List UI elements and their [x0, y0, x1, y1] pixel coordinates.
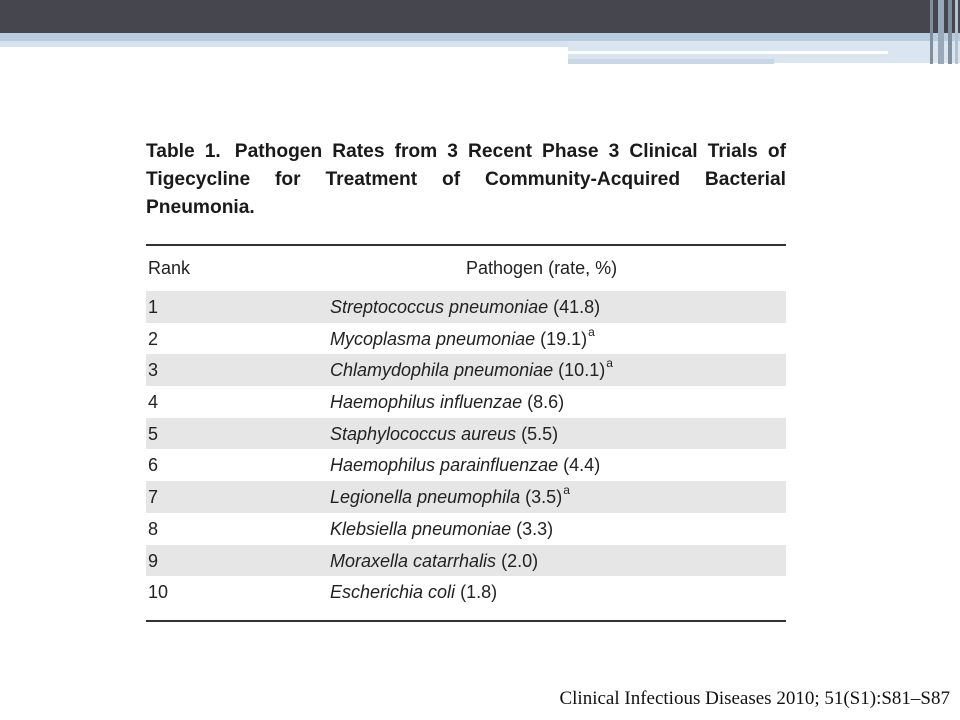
column-header-rank: Rank	[148, 258, 191, 278]
pathogen-name: Moraxella catarrhalis	[330, 550, 497, 571]
table-header-row	[146, 248, 786, 290]
table-caption: Pathogen Rates from 3 Recent Phase 3 Clinical Trials of Tigecycline for Treatment of Community-Acquired Bacterial Pneumonia.	[146, 141, 786, 218]
pathogen-cell	[330, 324, 595, 350]
table-top-rule	[146, 244, 786, 246]
rank-cell: 1	[148, 297, 159, 317]
pathogen-rate: (2.0)	[501, 550, 539, 571]
pathogen-rate: (5.5)	[521, 423, 559, 444]
pathogen-cell	[330, 392, 564, 413]
table-row	[146, 545, 786, 577]
column-header-pathogen: Pathogen (rate, %)	[466, 258, 618, 278]
pathogen-rate: (4.4)	[563, 455, 601, 476]
table-row	[146, 513, 786, 545]
slide-header-accent	[955, 0, 958, 64]
slide-header-bar	[0, 0, 960, 33]
pathogen-name: Mycoplasma pneumoniae	[330, 328, 536, 349]
table-row	[146, 354, 786, 386]
table-row	[146, 386, 786, 418]
pathogen-cell	[330, 483, 570, 508]
rank-cell: 4	[148, 392, 159, 413]
table-row	[146, 418, 786, 450]
pathogen-cell	[330, 356, 613, 381]
pathogen-rate: (1.8)	[460, 582, 498, 603]
rank-cell: 6	[148, 455, 159, 476]
pathogen-cell	[330, 551, 538, 572]
pathogen-cell	[330, 297, 600, 318]
table-row	[146, 481, 786, 513]
table-figure	[146, 138, 786, 603]
pathogen-name: Chlamydophila pneumoniae	[330, 360, 554, 381]
pathogen-name: Legionella pneumophila	[330, 487, 521, 508]
rank-cell: 2	[148, 328, 159, 349]
table-bottom-rule	[146, 620, 786, 622]
pathogen-name: Escherichia coli	[330, 582, 456, 603]
slide-header-accent	[948, 0, 952, 64]
pathogen-name: Haemophilus influenzae	[330, 392, 523, 413]
pathogen-name: Staphylococcus aureus	[330, 423, 517, 444]
pathogen-rate: (41.8)	[553, 297, 601, 317]
pathogen-name: Haemophilus parainfluenzae	[330, 455, 559, 476]
pathogen-rate: (3.5)	[525, 487, 563, 508]
rank-cell: 7	[148, 487, 159, 508]
table-row	[146, 323, 786, 355]
rank-cell: 3	[148, 360, 159, 381]
rank-cell: 10	[148, 582, 169, 603]
rank-cell: 8	[148, 518, 159, 539]
slide-header-stripe	[0, 41, 568, 47]
pathogen-cell	[330, 519, 553, 540]
pathogen-cell	[330, 424, 558, 445]
pathogen-cell	[330, 582, 497, 603]
slide-header-stripe	[0, 33, 960, 41]
table-row	[146, 576, 786, 608]
table-label: Table 1.	[146, 141, 221, 162]
pathogen-name: Klebsiella pneumoniae	[330, 518, 512, 539]
pathogen-name: Streptococcus pneumoniae	[330, 297, 549, 317]
pathogen-cell	[330, 455, 600, 476]
pathogen-rate: (19.1)	[540, 328, 588, 349]
table-row	[146, 449, 786, 481]
table-row	[146, 291, 786, 323]
footnote-marker: a	[563, 483, 570, 498]
slide-header-stripe	[568, 51, 888, 54]
pathogen-rate: (3.3)	[516, 518, 554, 539]
slide-header-accent	[930, 0, 933, 64]
rank-cell: 9	[148, 550, 159, 571]
rank-cell: 5	[148, 423, 159, 444]
pathogen-rate: (10.1)	[558, 360, 606, 381]
citation: Clinical Infectious Diseases 2010; 51(S1):S81–S87	[559, 688, 950, 709]
table-body	[146, 291, 786, 608]
pathogen-rate: (8.6)	[527, 392, 565, 413]
table-title	[146, 138, 786, 222]
slide-header-accent	[938, 0, 944, 64]
footnote-marker: a	[606, 356, 613, 371]
footnote-marker: a	[588, 324, 595, 339]
slide-header-stripe	[568, 59, 774, 64]
